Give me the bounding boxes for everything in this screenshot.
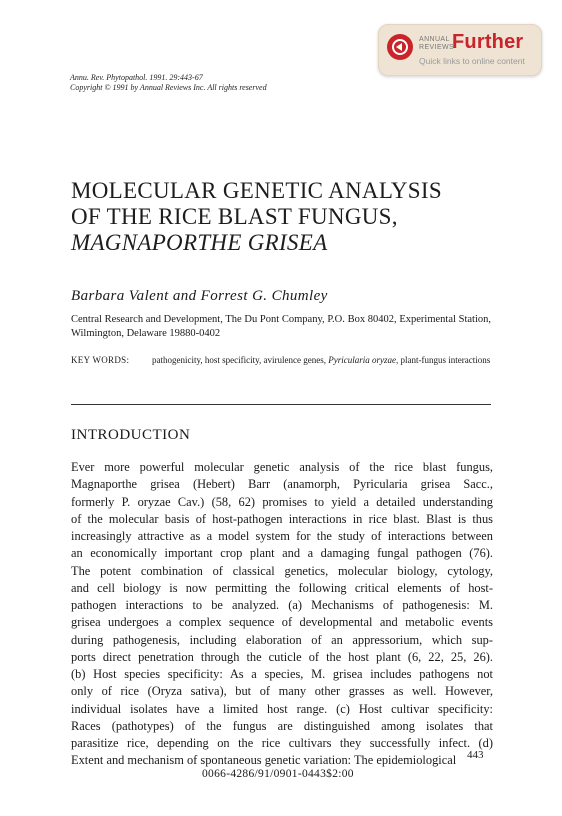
title-line-3: MAGNAPORTHE GRISEA xyxy=(71,230,328,255)
body-text-line: (b) Host species specificity: As a species, M. grisea includes pathogens not xyxy=(71,667,493,681)
journal-citation xyxy=(70,73,267,93)
body-text-line: parasitize rice, depending on the rice cultivars they successfully infect. (d) xyxy=(71,736,493,750)
copyright-line: Copyright © 1991 by Annual Reviews Inc. All rights reserved xyxy=(70,83,267,92)
paper-title xyxy=(71,178,442,256)
body-text-line: increasingly attractive as a model system for the study of interactions between xyxy=(71,529,493,543)
body-text-line: Ever more powerful molecular genetic analysis of the rice blast fungus, xyxy=(71,460,493,474)
badge-further-text: Further xyxy=(452,31,524,53)
body-text-line: grisea undergoes a complex sequence of developmental and metabolic events xyxy=(71,615,493,630)
body-text-line: pathogen interactions to be analyzed. (a) Mechanisms of pathogenesis: M. xyxy=(71,598,493,612)
title-line-1: MOLECULAR GENETIC ANALYSIS xyxy=(71,178,442,203)
affiliation: Central Research and Development, The Du Pont Company, P.O. Box 80402, Experimental Station, Wilmington, Delaware 19880-0402 xyxy=(71,314,491,339)
body-text-line: and cell biology is now permitting the following critical elements of host- xyxy=(71,580,493,595)
title-line-2: OF THE RICE BLAST FUNGUS, xyxy=(71,204,398,229)
body-text-line: Magnaporthe grisea (Hebert) Barr (anamorph, Pyricularia grisea Sacc., xyxy=(71,477,493,492)
body-text-line: an economically important crop plant and a damaging fungal pathogen (76). xyxy=(71,546,493,561)
body-text-line: The potent combination of classical genetics, molecular biology, cytology, xyxy=(71,563,493,578)
body-text-line: Extent and mechanism of spontaneous genetic variation: The epidemiological xyxy=(71,753,457,768)
body-text-line: of the molecular basis of host-pathogen interactions in rice blast. Blast is thus xyxy=(71,511,493,526)
article-code: 0066-4286/91/0901-0443$2:00 xyxy=(202,768,354,780)
section-divider xyxy=(71,404,491,405)
section-heading: INTRODUCTION xyxy=(71,427,191,443)
body-text-line: individual isolates have a limited host range. (c) Host cultivar specificity: xyxy=(71,701,493,716)
keywords-text: pathogenicity, host specificity, avirulence genes, Pyricularia oryzae, plant-fungus interactions xyxy=(152,355,491,365)
body-text-line: only of rice (Oryza sativa), but of many other grasses as well. However, xyxy=(71,684,493,699)
body-text-line: during pathogenesis, including elaboration of an appressorium, which sup- xyxy=(71,632,493,647)
page-number: 443 xyxy=(467,749,484,761)
badge-quick-links-text: Quick links to online content xyxy=(419,56,525,66)
body-text-line: formerly P. oryzae Cav.) (58, 62) promises to yield a detailed understanding xyxy=(71,494,493,509)
body-text xyxy=(71,459,493,770)
journal-citation-line: Annu. Rev. Phytopathol. 1991. 29:443-67 xyxy=(70,73,203,82)
annual-reviews-further-badge[interactable] xyxy=(378,24,542,76)
keywords-label: KEY WORDS: xyxy=(71,355,130,365)
further-arrow-icon xyxy=(387,34,413,60)
authors: Barbara Valent and Forrest G. Chumley xyxy=(71,288,328,304)
badge-annual-reviews-text: ANNUAL REVIEWS xyxy=(419,36,455,51)
body-text-line: Races (pathotypes) of the fungus are distinguished among isolates that xyxy=(71,718,493,733)
body-text-line: ports direct penetration through the cuticle of the host plant (6, 22, 25, 26). xyxy=(71,649,493,664)
